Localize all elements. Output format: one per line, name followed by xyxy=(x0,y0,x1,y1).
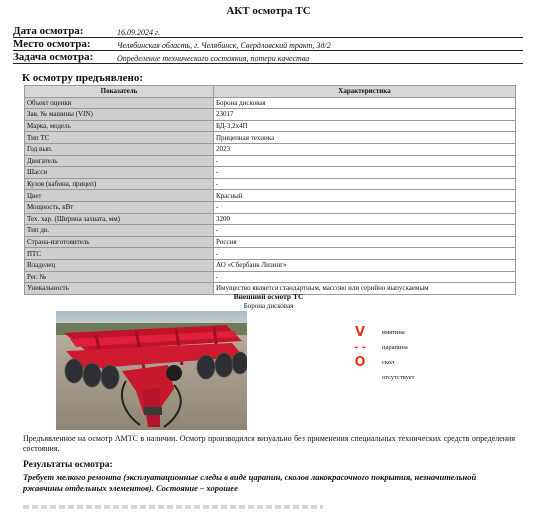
value-cell: - xyxy=(214,201,516,213)
table-row xyxy=(25,143,516,155)
parameter-cell: Год вып. xyxy=(25,143,214,155)
chip-symbol-icon: O xyxy=(354,355,366,370)
value-cell: 3200 xyxy=(214,213,516,225)
parameter-cell: Уникальность xyxy=(25,283,214,295)
legend-item xyxy=(352,341,472,355)
meta-row-task xyxy=(13,51,523,64)
value-cell: БД-3,2х4П xyxy=(214,120,516,132)
table-row xyxy=(25,190,516,202)
table-row xyxy=(25,201,516,213)
table-row xyxy=(25,120,516,132)
value-cell: Имущество является стандартным, массово или серийно выпускаемым xyxy=(214,283,516,295)
table-row xyxy=(25,178,516,190)
meta-label: Дата осмотра: xyxy=(13,25,84,37)
table-row xyxy=(25,271,516,283)
column-header: Показатель xyxy=(25,86,214,98)
legend-label: скол xyxy=(382,359,395,366)
legend-item xyxy=(352,371,472,385)
table-row xyxy=(25,97,516,109)
parameter-cell: Шасси xyxy=(25,167,214,179)
results-text: Требует мелкого ремонта (эксплуатационные следы в виде царапин, сколов лакокрасочного покрытия, незначительной ржавчины отдельных элементов). Состояние – хорошее xyxy=(23,472,477,493)
section-heading: К осмотру предъявлено: xyxy=(22,72,144,84)
meta-value: Определение технического состояния, потери качества xyxy=(117,54,310,63)
exterior-subtitle: Борона дисковая xyxy=(243,302,294,310)
meta-label: Задача осмотра: xyxy=(13,51,94,63)
value-cell: АО «Сбербанк Лизинг» xyxy=(214,259,516,271)
value-cell: 2023 xyxy=(214,143,516,155)
value-cell: Красный xyxy=(214,190,516,202)
cut-off-line xyxy=(23,505,323,509)
parameter-cell: Двигатель xyxy=(25,155,214,167)
legend-label: вмятина xyxy=(382,329,405,336)
results-heading: Результаты осмотра: xyxy=(23,460,113,470)
legend-item xyxy=(352,356,472,370)
meta-value: 16.09.2024 г. xyxy=(117,28,161,37)
table-row xyxy=(25,132,516,144)
value-cell: - xyxy=(214,167,516,179)
meta-value: Челябинская область, г. Челябинск, Свердловский тракт, 3д/2 xyxy=(117,41,331,50)
legend-label: отсутствует xyxy=(382,374,415,381)
parameter-cell: Объект оценки xyxy=(25,97,214,109)
inspection-paragraph: Предъявленное на осмотр АМТС в наличии. Осмотр производился визуально без применения специальных технических средств определения состояния. xyxy=(23,434,515,453)
spec-table xyxy=(24,85,516,295)
table-body xyxy=(25,97,516,294)
dent-symbol-icon: V xyxy=(354,325,366,340)
document-title: АКТ осмотра ТС xyxy=(226,5,311,17)
parameter-cell: Тип дв. xyxy=(25,225,214,237)
parameter-cell: Зав. № машины (VIN) xyxy=(25,109,214,121)
parameter-cell: Владелец xyxy=(25,259,214,271)
value-cell: - xyxy=(214,248,516,260)
parameter-cell: Марка, модель xyxy=(25,120,214,132)
table-header-row xyxy=(25,86,516,98)
table-row xyxy=(25,225,516,237)
table-row xyxy=(25,167,516,179)
scratch-symbol-icon: - - xyxy=(354,342,366,353)
value-cell: Прицепная техника xyxy=(214,132,516,144)
value-cell: Борона дисковая xyxy=(214,97,516,109)
value-cell: - xyxy=(214,178,516,190)
parameter-cell: Страна-изготовитель xyxy=(25,236,214,248)
value-cell: - xyxy=(214,155,516,167)
vehicle-photo xyxy=(56,311,247,430)
value-cell: Россия xyxy=(214,236,516,248)
table-row xyxy=(25,236,516,248)
value-cell: - xyxy=(214,271,516,283)
legend-label: царапина xyxy=(382,344,408,351)
table-row xyxy=(25,109,516,121)
parameter-cell: Тех. хар. (Ширина захвата, мм) xyxy=(25,213,214,225)
parameter-cell: ПТС xyxy=(25,248,214,260)
column-header: Характеристика xyxy=(214,86,516,98)
value-cell: 23017 xyxy=(214,109,516,121)
table-row xyxy=(25,155,516,167)
legend-item xyxy=(352,326,472,340)
parameter-cell: Рег. № xyxy=(25,271,214,283)
parameter-cell: Кузов (кабина, прицеп) xyxy=(25,178,214,190)
parameter-cell: Мощность, кВт xyxy=(25,201,214,213)
meta-row-date xyxy=(13,25,523,38)
table-row xyxy=(25,213,516,225)
meta-row-place xyxy=(13,38,523,51)
meta-label: Место осмотра: xyxy=(13,38,91,50)
parameter-cell: Тип ТС xyxy=(25,132,214,144)
value-cell: - xyxy=(214,225,516,237)
table-row xyxy=(25,248,516,260)
damage-legend xyxy=(352,326,472,386)
table-row xyxy=(25,259,516,271)
exterior-title: Внешний осмотр ТС xyxy=(233,292,304,301)
parameter-cell: Цвет xyxy=(25,190,214,202)
